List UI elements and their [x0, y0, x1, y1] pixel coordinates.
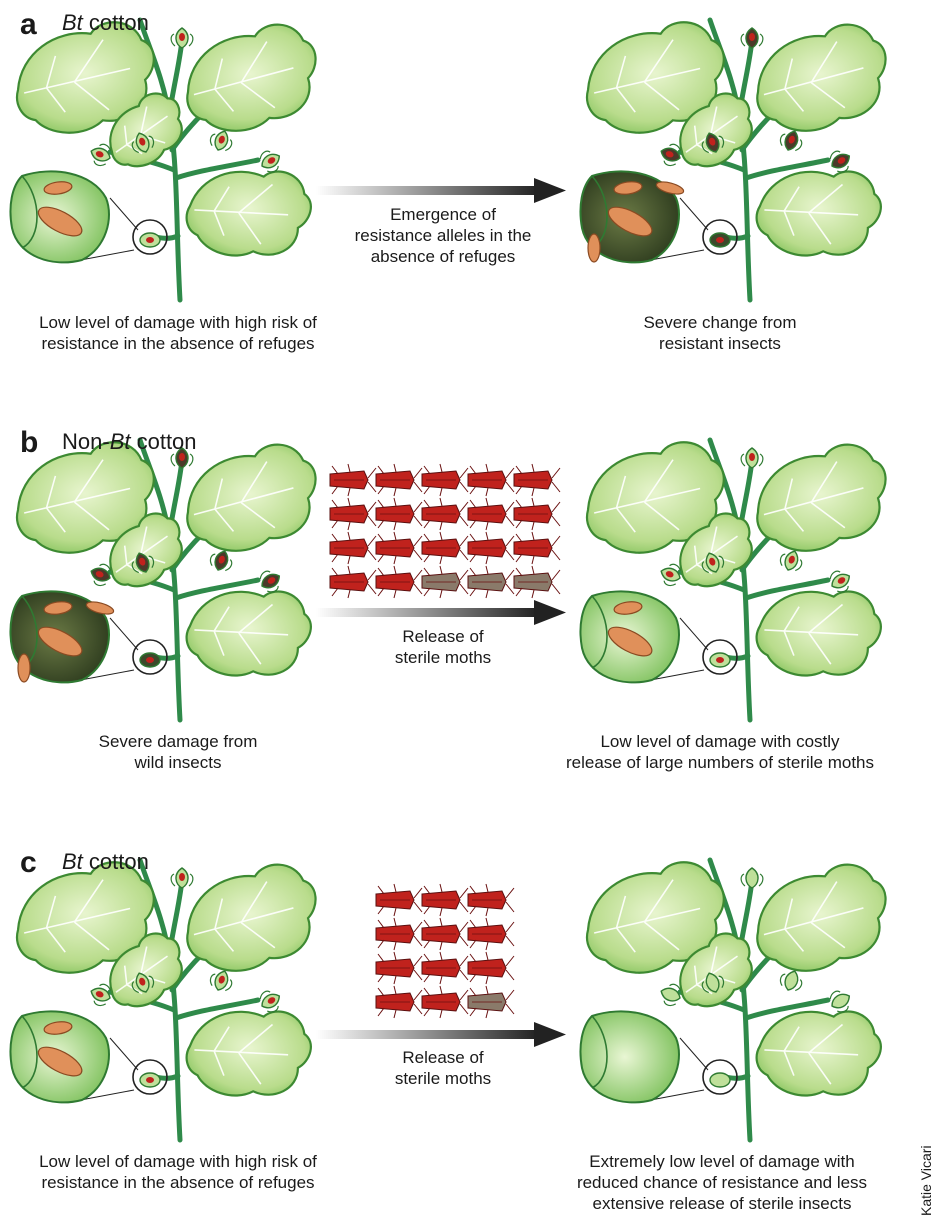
arrow-b [316, 600, 566, 625]
panel-title-b-italic: Bt [109, 429, 131, 454]
moth-c-0-0 [376, 884, 422, 916]
moth-c-2-0 [376, 952, 422, 984]
caption-a-left-line1: Low level of damage with high risk of [39, 313, 317, 332]
moth-b-3-3 [468, 566, 514, 598]
arrow-label-a-line3: absence of refuges [370, 247, 516, 266]
caption-c-left-line1: Low level of damage with high risk of [39, 1152, 317, 1171]
moth-c-3-1 [422, 986, 468, 1018]
moth-c-3-0 [376, 986, 422, 1018]
plant-b-right-leaf-4 [752, 580, 885, 686]
plant-c-right-bud-1 [741, 868, 763, 888]
panel-letter-a: a [20, 8, 37, 41]
caption-a-right [580, 312, 860, 354]
plant-a-right-leaf-2 [747, 19, 896, 139]
arrow-c [316, 1022, 566, 1047]
caption-b-left [40, 731, 316, 773]
plant-c-left-bud-1 [171, 868, 193, 888]
arrow-label-b-line2: sterile moths [394, 648, 492, 667]
plant-b-left-leaf-4 [182, 580, 315, 686]
plant-a-right-bud-1 [741, 28, 763, 48]
panel-title-a-italic: Bt [62, 10, 83, 35]
plant-c-left-leaf-4 [182, 1000, 315, 1106]
plant-c-left-inset-boll [10, 1011, 109, 1102]
arrow-label-a-line2: resistance alleles in the [354, 226, 532, 245]
arrow-label-a-line1: Emergence of [390, 205, 496, 224]
moth-c-3-2 [468, 986, 514, 1018]
moth-c-2-2 [468, 952, 514, 984]
moth-b-3-4 [514, 566, 560, 598]
plant-c-left-leaf-2 [177, 859, 326, 979]
caption-a-left-line2: resistance in the absence of refuges [41, 334, 315, 353]
caption-a-right-line2: resistant insects [659, 334, 781, 353]
caption-c-right [552, 1151, 892, 1214]
caption-c-left-line2: resistance in the absence of refuges [41, 1173, 315, 1192]
plant-a-left-leaf-4 [182, 160, 315, 266]
moth-c-2-1 [422, 952, 468, 984]
panel-title-c-rest: cotton [82, 849, 149, 874]
panel-title-b [62, 431, 197, 453]
plant-b-right-inset-boll [580, 591, 679, 682]
panel-title-b-prefix: Non- [62, 429, 110, 454]
plant-a-right-circled-boll [710, 233, 730, 247]
plant-c-left-circled-boll [140, 1073, 160, 1087]
caption-b-right-line2: release of large numbers of sterile moths [565, 753, 875, 772]
plant-b-left-inset-boll [10, 591, 114, 682]
arrow-label-b [330, 626, 556, 668]
moth-b-1-1 [376, 498, 422, 530]
plant-a-left-circled-boll [140, 233, 160, 247]
plant-a-right-inset-boll [580, 171, 684, 262]
panel-letter-b: b [20, 426, 39, 459]
plant-b-left-leaf-2 [177, 439, 326, 559]
plant-a-right [578, 17, 896, 300]
moth-b-0-1 [376, 464, 422, 496]
caption-c-right-line2: reduced chance of resistance and less [576, 1173, 868, 1192]
caption-c-right-line1: Extremely low level of damage with [589, 1152, 855, 1171]
caption-a-right-line1: Severe change from [643, 313, 797, 332]
arrow-label-b-line1: Release of [402, 627, 484, 646]
plant-c-right-leaf-2 [747, 859, 896, 979]
moth-c-1-1 [422, 918, 468, 950]
moth-b-1-3 [468, 498, 514, 530]
moth-b-0-0 [330, 464, 376, 496]
moth-b-1-4 [514, 498, 560, 530]
moth-b-2-2 [422, 532, 468, 564]
panel-letter-c: c [20, 846, 37, 879]
moth-b-0-2 [422, 464, 468, 496]
moth-grid-c [376, 884, 514, 1018]
plant-c-right-circled-boll [710, 1073, 730, 1087]
plant-b-left [8, 437, 326, 720]
moth-b-2-0 [330, 532, 376, 564]
moth-b-1-0 [330, 498, 376, 530]
moth-b-0-3 [468, 464, 514, 496]
panel-title-c-italic: Bt [62, 849, 83, 874]
plant-a-left-leaf-2 [177, 19, 326, 139]
caption-b-left-line1: Severe damage from [98, 732, 258, 751]
panel-title-a [62, 12, 149, 34]
moth-c-0-2 [468, 884, 514, 916]
illustrator-credit: Katie Vicari [918, 1145, 934, 1216]
arrow-label-c-line2: sterile moths [394, 1069, 492, 1088]
plant-c-right-inset-boll [580, 1011, 679, 1102]
moth-c-1-0 [376, 918, 422, 950]
caption-b-left-line2: wild insects [134, 753, 222, 772]
caption-c-left [10, 1151, 346, 1193]
arrow-label-c [330, 1047, 556, 1089]
plant-a-left-bud-1 [171, 28, 193, 48]
moth-b-3-2 [422, 566, 468, 598]
plant-c-right [578, 857, 896, 1140]
arrow-label-a [330, 204, 556, 267]
moth-b-2-1 [376, 532, 422, 564]
plant-b-left-circled-boll [140, 653, 160, 667]
caption-b-right [540, 731, 900, 773]
plant-b-right-bud-1 [741, 448, 763, 468]
plant-a-left-inset-boll [10, 171, 109, 262]
moth-grid-b [330, 464, 560, 598]
plant-b-right-leaf-2 [747, 439, 896, 559]
arrow-label-c-line1: Release of [402, 1048, 484, 1067]
moth-b-2-4 [514, 532, 560, 564]
plant-c-right-leaf-4 [752, 1000, 885, 1106]
moth-c-0-1 [422, 884, 468, 916]
plant-a-right-leaf-4 [752, 160, 885, 266]
moth-b-1-2 [422, 498, 468, 530]
moth-c-1-2 [468, 918, 514, 950]
caption-c-right-line3: extensive release of sterile insects [592, 1194, 852, 1213]
caption-b-right-line1: Low level of damage with costly [600, 732, 840, 751]
panel-title-a-rest: cotton [82, 10, 149, 35]
arrow-a [316, 178, 566, 203]
panel-title-c [62, 851, 149, 873]
plant-b-right [578, 437, 896, 720]
moth-b-0-4 [514, 464, 560, 496]
plant-b-right-circled-boll [710, 653, 730, 667]
plant-a-left [8, 17, 326, 300]
panel-title-b-rest: cotton [130, 429, 197, 454]
plant-c-left [8, 857, 326, 1140]
moth-b-2-3 [468, 532, 514, 564]
moth-b-3-0 [330, 566, 376, 598]
moth-b-3-1 [376, 566, 422, 598]
caption-a-left [10, 312, 346, 354]
